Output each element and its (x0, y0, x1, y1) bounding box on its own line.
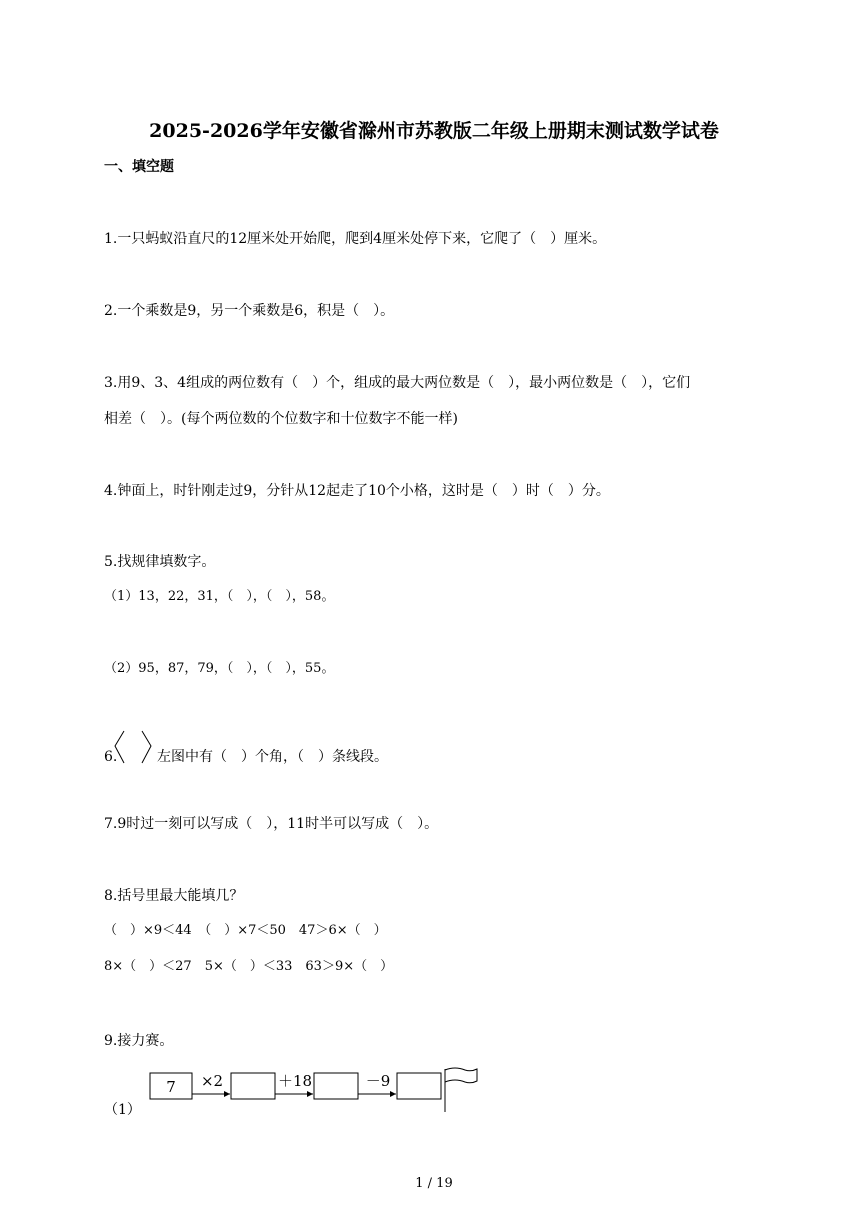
flag-icon (445, 1068, 477, 1083)
question-2: 2.一个乘数是9，另一个乘数是6，积是（ ）。 (104, 303, 395, 319)
relay-diagram (140, 1064, 485, 1114)
relay-op-1: ×2 (200, 1072, 224, 1090)
question-7: 7.9时过一刻可以写成（ ），11时半可以写成（ ）。 (104, 816, 439, 832)
question-6-text: 左图中有（ ）个角，（ ）条线段。 (157, 749, 388, 765)
question-1: 1.一只蚂蚁沿直尺的12厘米处开始爬，爬到4厘米处停下来，它爬了（ ）厘米。 (104, 231, 607, 247)
question-8-row-1: （ ）×9＜44 （ ）×7＜50 47＞6×（ ） (104, 923, 387, 938)
angle-figure (112, 729, 156, 767)
question-9-title: 9.接力赛。 (104, 1033, 174, 1049)
page-title: 2025-2026学年安徽省滁州市苏教版二年级上册期末测试数学试卷 (149, 120, 719, 142)
question-5-part-2: （2）95，87，79，（ ），（ ），55。 (104, 661, 335, 676)
question-9-part-1-label: （1） (104, 1102, 141, 1118)
question-8-row-2: 8×（ ）＜27 5×（ ）＜33 63＞9×（ ） (104, 959, 394, 974)
relay-box-4 (397, 1073, 441, 1099)
question-5-part-1: （1）13，22，31，（ ），（ ），58。 (104, 589, 335, 604)
relay-op-2: ＋18 (277, 1072, 313, 1090)
question-5-title: 5.找规律填数字。 (104, 554, 216, 570)
relay-box-3 (314, 1073, 358, 1099)
question-3-line-1: 3.用9、3、4组成的两位数有（ ）个，组成的最大两位数是（ ），最小两位数是（ ），它们 (104, 375, 691, 391)
question-6-number: 6. (104, 749, 118, 765)
page-indicator: 1 / 19 (415, 1176, 453, 1191)
question-3-line-2: 相差（ ）。(每个两位数的个位数字和十位数字不能一样) (104, 411, 458, 427)
relay-start-value: 7 (166, 1078, 176, 1096)
question-4: 4.钟面上，时针刚走过9，分针从12起走了10个小格，这时是（ ）时（ ）分。 (104, 483, 610, 499)
question-8-title: 8.括号里最大能填几？ (104, 888, 244, 904)
relay-box-2 (231, 1073, 275, 1099)
relay-op-3: －9 (365, 1072, 391, 1090)
section-heading: 一、填空题 (104, 159, 174, 175)
